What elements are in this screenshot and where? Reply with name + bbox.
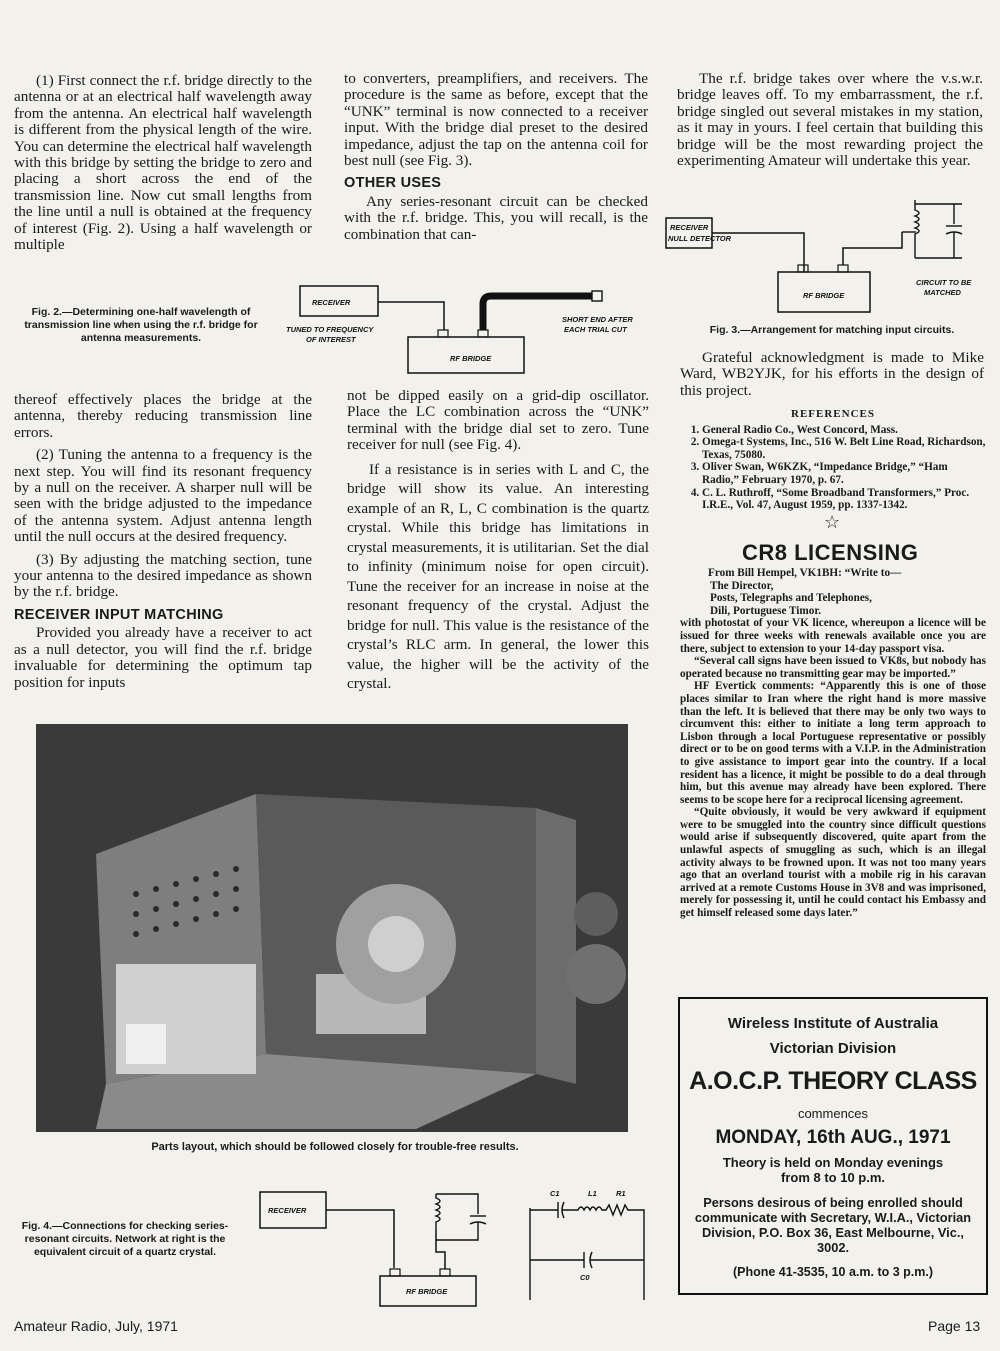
figure-3-caption: Fig. 3.—Arrangement for matching input circuits.: [709, 324, 955, 336]
column-1-middle: [14, 392, 312, 697]
figure-2-diagram: [280, 280, 660, 376]
paragraph: If a resistance is in series with L and C, the bridge will show its value. An interesting example of an R, L, C combination is the quartz crystal. While this bridge has limitations in crystal measurements, it is utilitarian. Set the dial to infinity (minimum noise for open circuit). Tune the receiver for an increase in noise at the resonant frequency of the crystal. Adjust the bridge for null. This value is the resistance of the crystal’s RLC arm. In general, the lower this value, the higher will be the activity of the crystal.: [347, 460, 649, 693]
figure-3-diagram: [660, 192, 990, 322]
figure-4-caption: Fig. 4.—Connections for checking series-resonant circuits. Network at right is the equivalent circuit of a quartz crystal.: [21, 1220, 229, 1258]
paragraph: to converters, preamplifiers, and receivers. The procedure is the same as before, except that the “UNK” terminal is now connected to a receiver input. With the bridge dial preset to the desired impedance, adjust the tap on the antenna coil for best null (see Fig. 3).: [344, 70, 648, 170]
receiver-label: RECEIVER: [670, 223, 709, 232]
of-interest-label: OF INTEREST: [306, 335, 356, 344]
cr8-from: From Bill Hempel, VK1BH: “Write to—: [708, 567, 902, 579]
paragraph: “Quite obviously, it would be very awkward if equipment were to be smuggled into the country since difficult questions would arise if subsequently discovered, quite apart from the unlawful aspects of smuggling as such, which is an illegal activity always to be frowned upon. It was not too many years ago that an overland tourist with a mobile rig in his caravan arrived at a remote Customs House in 3V8 and was imprisoned, merely for possessing it, until he could contact his Embassy and get himself released some days later.”: [680, 806, 986, 920]
paragraph: Any series-resonant circuit can be checked with the r.f. bridge. This, you will recall, is the combination that can-: [344, 192, 648, 243]
ad-line: Persons desirous of being enrolled should communicate with Secretary, W.I.A., Victorian Division, P.O. Box 36, East Melbourne, Vic., 3002.: [694, 1195, 972, 1255]
ad-date: MONDAY, 16th AUG., 1971: [715, 1127, 951, 1148]
ad-line: Wireless Institute of Australia: [727, 1015, 939, 1032]
ad-line: Victorian Division: [769, 1040, 897, 1057]
reference-item: 3. Oliver Swan, W6KZK, “Impedance Bridge,” “Ham Radio,” February 1970, p. 67.: [702, 461, 986, 486]
each-trial-label: EACH TRIAL CUT: [564, 325, 627, 334]
l1-label: L1: [588, 1189, 597, 1198]
c1-label: C1: [550, 1189, 560, 1198]
r1-label: R1: [616, 1189, 626, 1198]
section-heading-other-uses: OTHER USES: [344, 175, 442, 192]
tuned-label: TUNED TO FREQUENCY: [286, 325, 374, 334]
receiver-label: RECEIVER: [268, 1206, 307, 1215]
cr8-title: CR8 LICENSING: [742, 540, 919, 565]
column-2-top: [344, 71, 648, 249]
cr8-article: [680, 567, 986, 920]
references: [680, 408, 986, 512]
figure-4-diagram: [254, 1180, 654, 1310]
cr8-address-line: Posts, Telegraphs and Telephones,: [710, 592, 872, 605]
aocp-theory-class-ad: [678, 997, 988, 1295]
rf-bridge-label: RF BRIDGE: [406, 1287, 448, 1296]
null-detector-label: NULL DETECTOR: [668, 234, 732, 243]
paragraph: thereof effectively places the bridge at the antenna, thereby reducing transmission line errors.: [14, 391, 312, 441]
matched-label: MATCHED: [924, 288, 961, 297]
figure-2-caption: Fig. 2.—Determining one-half wavelength of transmission line when using the r.f. bridge for antenna measurements.: [24, 306, 258, 344]
paragraph: not be dipped easily on a grid-dip oscillator. Place the LC combination across the “UNK” terminal with the bridge dial set to zero. Tune receiver for null (see Fig. 4).: [347, 387, 649, 454]
star-icon: ☆: [824, 512, 841, 532]
paragraph: (2) Tuning the antenna to a frequency is the next step. You will find its resonant frequency by a null on the receiver. A sharper null will be seen with the bridge adjusted to the impedance of the antenna system. Adjust antenna length until the null occurs at the desired frequency.: [14, 446, 312, 546]
ad-line: from 8 to 10 p.m.: [780, 1170, 886, 1185]
column-1-top: [14, 73, 312, 259]
ad-line: (Phone 41-3535, 10 a.m. to 3 p.m.): [732, 1265, 934, 1279]
ad-headline: A.O.C.P. THEORY CLASS: [689, 1067, 977, 1095]
paragraph: The r.f. bridge takes over where the v.s.w.r. bridge leaves off. To my embarrassment, the r.f. bridge singled out several mistakes in my station, as it may in yours. I feel certain that building this bridge will be the most rewarding project the experimenting Amateur will undertake this year.: [677, 70, 983, 170]
rf-bridge-label: RF BRIDGE: [803, 291, 845, 300]
paragraph: Grateful acknowledgment is made to Mike Ward, WB2YJK, for his efforts in the design of this project.: [680, 349, 984, 399]
paragraph: “Several call signs have been issued to VK8s, but nobody has operated because no transmitting gear may be imported.”: [680, 655, 986, 680]
paragraph: (1) First connect the r.f. bridge directly to the antenna or at an electrical half wavelength away from the antenna. An electrical half wavelength is different from the physical length of the wire. You can determine the electrical half wavelength with this bridge by setting the bridge to zero and placing a short across the end of the transmission line. Now cut small lengths from the line until a null is obtained at the frequency of interest (Fig. 2). Using a half wavelength or multiple: [14, 72, 312, 254]
reference-item: 2. Omega-t Systems, Inc., 516 W. Belt Line Road, Richardson, Texas, 75080.: [702, 436, 986, 461]
c0-label: C0: [580, 1273, 590, 1282]
paragraph: (3) By adjusting the matching section, tune your antenna to the desired impedance as shown by the r.f. bridge.: [14, 550, 312, 601]
circuit-to-be-label: CIRCUIT TO BE: [916, 278, 972, 287]
parts-layout-photo: [36, 724, 628, 1132]
receiver-label: RECEIVER: [312, 298, 351, 307]
ad-line: commences: [797, 1106, 869, 1121]
cr8-address-line: Dili, Portuguese Timor.: [710, 604, 822, 617]
column-3-top: [677, 71, 983, 175]
ad-line: Theory is held on Monday evenings: [722, 1155, 944, 1170]
footer-publication: Amateur Radio, July, 1971: [14, 1318, 178, 1334]
paragraph: with photostat of your VK licence, whereupon a licence will be issued for three weeks with renewals available once you are there, subject to extension to your 14-day passport visa.: [680, 617, 986, 655]
photo-caption: Parts layout, which should be followed closely for trouble-free results.: [151, 1141, 519, 1153]
column-3-acknowledgement: [680, 350, 984, 405]
paragraph: Provided you already have a receiver to act as a null detector, you will find the r.f. bridge invaluable for determining the optimum tap position for inputs: [14, 624, 312, 691]
column-2-middle: [347, 388, 649, 700]
rf-bridge-label: RF BRIDGE: [450, 354, 492, 363]
references-title: REFERENCES: [791, 408, 875, 420]
paragraph: HF Evertick comments: “Apparently this is one of those places similar to Iran where the right hand is more massive than the left. It is believed that there may be only two ways to circumvent this: either to initiate a long term approach to Lisbon through a local Portuguese representative or possibly direct or to be on good terms with a V.I.P. in the Administration to give assistance to import gear into the country. If a local resident has a licence, it might be possible to do a deal through him, but this avenue may already have been explored. There seems to be scope here for a reciprocal licensing agreement.: [680, 680, 986, 806]
section-heading-receiver-input-matching: RECEIVER INPUT MATCHING: [14, 606, 224, 623]
reference-item: 4. C. L. Ruthroff, “Some Broadband Transformers,” Proc. I.R.E., Vol. 47, August 1959, pp. 1337-1342.: [702, 487, 986, 512]
cr8-address-line: The Director,: [710, 579, 774, 592]
reference-item: 1. General Radio Co., West Concord, Mass.: [702, 424, 986, 437]
short-end-label: SHORT END AFTER: [562, 315, 633, 324]
footer-page-number: Page 13: [928, 1318, 981, 1334]
